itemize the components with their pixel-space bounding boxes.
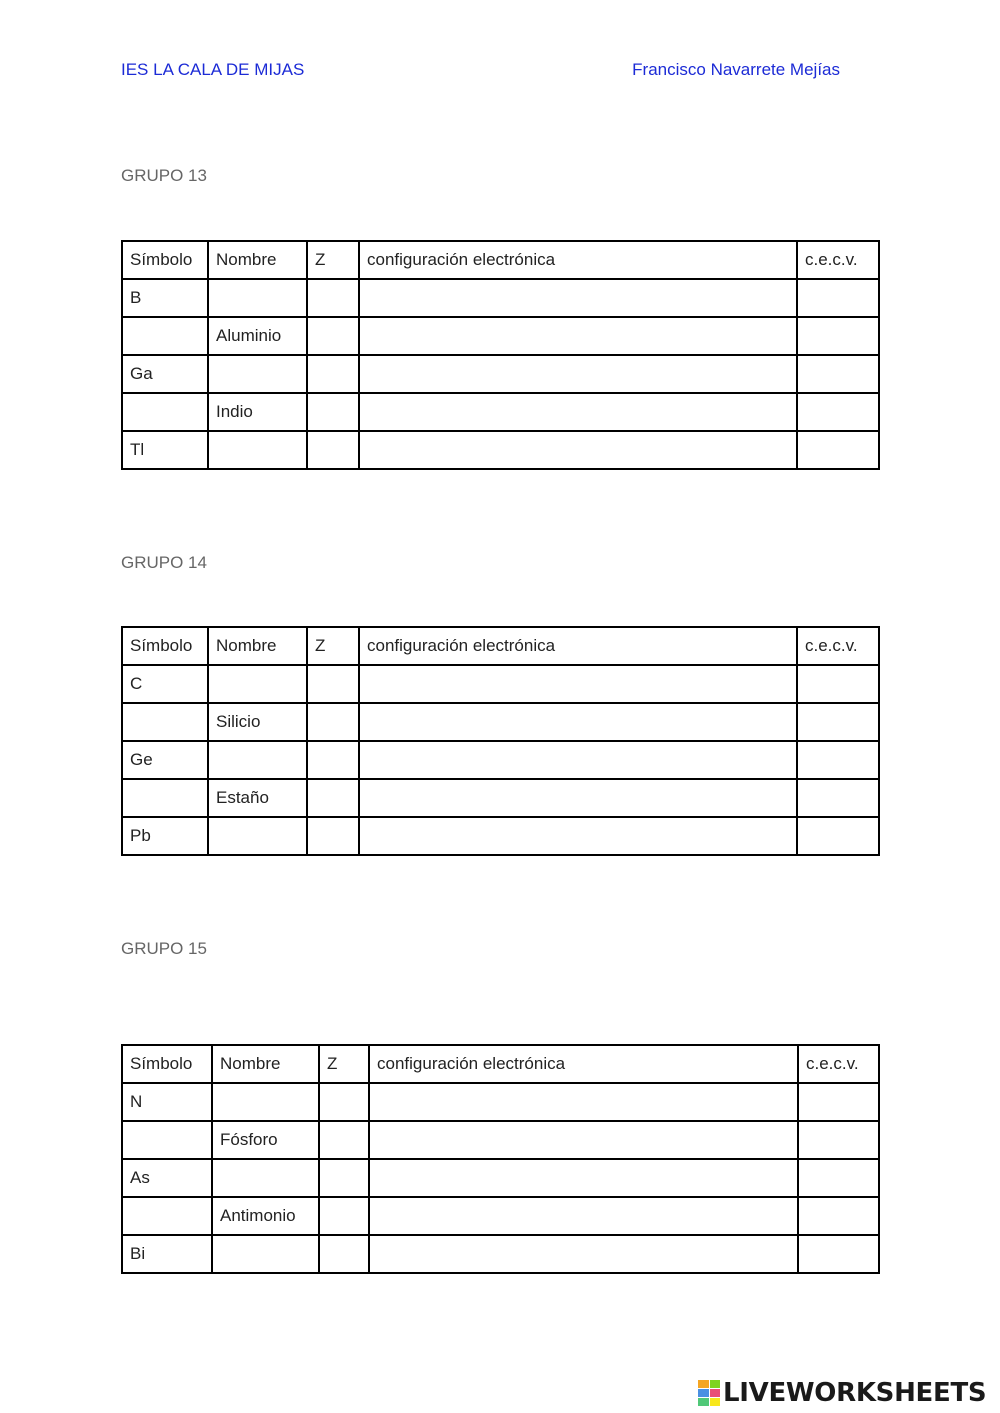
symbol-cell[interactable] [122,393,208,431]
symbol-cell[interactable] [122,779,208,817]
cecv-cell[interactable] [798,1121,879,1159]
z-cell[interactable] [307,317,359,355]
cecv-cell[interactable] [797,703,879,741]
header-cell-name: Nombre [212,1045,319,1083]
header-cell-name: Nombre [208,241,307,279]
header-cell-z: Z [307,627,359,665]
symbol-cell[interactable]: Pb [122,817,208,855]
configuration-cell[interactable] [359,279,797,317]
z-cell[interactable] [307,393,359,431]
z-cell[interactable] [319,1121,369,1159]
configuration-cell[interactable] [369,1083,798,1121]
cecv-cell[interactable] [797,741,879,779]
table-row [122,1235,879,1273]
table-row [122,393,879,431]
symbol-cell[interactable] [122,1121,212,1159]
configuration-cell[interactable] [359,741,797,779]
z-cell[interactable] [319,1159,369,1197]
z-cell[interactable] [319,1235,369,1273]
z-cell[interactable] [307,355,359,393]
name-cell[interactable] [212,1235,319,1273]
table-row [122,1083,879,1121]
name-cell[interactable]: Fósforo [212,1121,319,1159]
cecv-cell[interactable] [797,817,879,855]
configuration-cell[interactable] [359,817,797,855]
header-cell-configuration: configuración electrónica [359,241,797,279]
table-row [122,741,879,779]
symbol-cell[interactable]: As [122,1159,212,1197]
header-cell-z: Z [307,241,359,279]
cecv-cell[interactable] [797,779,879,817]
z-cell[interactable] [307,279,359,317]
configuration-cell[interactable] [369,1121,798,1159]
table-row [122,1159,879,1197]
symbol-cell[interactable] [122,317,208,355]
symbol-cell[interactable]: C [122,665,208,703]
table-row [122,665,879,703]
group-15-table [121,1044,880,1274]
table-row [122,817,879,855]
group-14-table [121,626,880,856]
name-cell[interactable]: Estaño [208,779,307,817]
table-row [122,355,879,393]
symbol-cell[interactable]: Ge [122,741,208,779]
logo-square [710,1389,721,1397]
logo-square [710,1380,721,1388]
header-cell-symbol: Símbolo [122,627,208,665]
group-14-title: GRUPO 14 [121,553,207,572]
logo-square [698,1389,709,1397]
header-cell-name: Nombre [208,627,307,665]
name-cell[interactable] [212,1159,319,1197]
table-header-row [122,241,879,279]
table-row [122,779,879,817]
logo-square [710,1398,721,1406]
group-13-table [121,240,880,470]
name-cell[interactable] [208,817,307,855]
school-name: IES LA CALA DE MIJAS [121,60,305,79]
cecv-cell[interactable] [797,279,879,317]
symbol-cell[interactable]: Tl [122,431,208,469]
cecv-cell[interactable] [798,1197,879,1235]
header-cell-cecv: c.e.c.v. [797,241,879,279]
header-cell-configuration: configuración electrónica [359,627,797,665]
table-row [122,279,879,317]
cecv-cell[interactable] [798,1083,879,1121]
header-cell-cecv: c.e.c.v. [798,1045,879,1083]
z-cell[interactable] [307,779,359,817]
header-cell-symbol: Símbolo [122,1045,212,1083]
logo-square [698,1398,709,1406]
cecv-cell[interactable] [797,317,879,355]
configuration-cell[interactable] [359,393,797,431]
symbol-cell[interactable]: Bi [122,1235,212,1273]
header-cell-symbol: Símbolo [122,241,208,279]
configuration-cell[interactable] [369,1235,798,1273]
z-cell[interactable] [307,741,359,779]
configuration-cell[interactable] [369,1159,798,1197]
name-cell[interactable] [212,1083,319,1121]
cecv-cell[interactable] [797,393,879,431]
logo-square [698,1380,709,1388]
z-cell[interactable] [319,1197,369,1235]
table-header-row [122,627,879,665]
table-row [122,317,879,355]
z-cell[interactable] [307,665,359,703]
symbol-cell[interactable]: B [122,279,208,317]
name-cell[interactable] [208,665,307,703]
cecv-cell[interactable] [797,431,879,469]
configuration-cell[interactable] [359,355,797,393]
header-cell-z: Z [319,1045,369,1083]
name-cell[interactable]: Aluminio [208,317,307,355]
configuration-cell[interactable] [369,1197,798,1235]
table-row [122,1197,879,1235]
z-cell[interactable] [319,1083,369,1121]
liveworksheets-logo [698,1378,986,1408]
name-cell[interactable]: Indio [208,393,307,431]
name-cell[interactable] [208,279,307,317]
symbol-cell[interactable] [122,1197,212,1235]
symbol-cell[interactable]: N [122,1083,212,1121]
name-cell[interactable] [208,431,307,469]
cecv-cell[interactable] [798,1235,879,1273]
table-header-row [122,1045,879,1083]
symbol-cell[interactable] [122,703,208,741]
symbol-cell[interactable]: Ga [122,355,208,393]
group-13-title: GRUPO 13 [121,166,207,185]
table-row [122,431,879,469]
z-cell[interactable] [307,817,359,855]
cecv-cell[interactable] [797,355,879,393]
name-cell[interactable] [208,741,307,779]
header-cell-cecv: c.e.c.v. [797,627,879,665]
liveworksheets-logo-text: LIVEWORKSHEETS [723,1378,987,1408]
header-cell-configuration: configuración electrónica [369,1045,798,1083]
table-row [122,703,879,741]
configuration-cell[interactable] [359,703,797,741]
cecv-cell[interactable] [797,665,879,703]
configuration-cell[interactable] [359,317,797,355]
name-cell[interactable]: Silicio [208,703,307,741]
name-cell[interactable] [208,355,307,393]
configuration-cell[interactable] [359,665,797,703]
name-cell[interactable]: Antimonio [212,1197,319,1235]
cecv-cell[interactable] [798,1159,879,1197]
configuration-cell[interactable] [359,431,797,469]
group-15-title: GRUPO 15 [121,939,207,958]
liveworksheets-logo-icon [698,1380,720,1406]
z-cell[interactable] [307,431,359,469]
configuration-cell[interactable] [359,779,797,817]
z-cell[interactable] [307,703,359,741]
author-name: Francisco Navarrete Mejías [632,60,840,79]
table-row [122,1121,879,1159]
